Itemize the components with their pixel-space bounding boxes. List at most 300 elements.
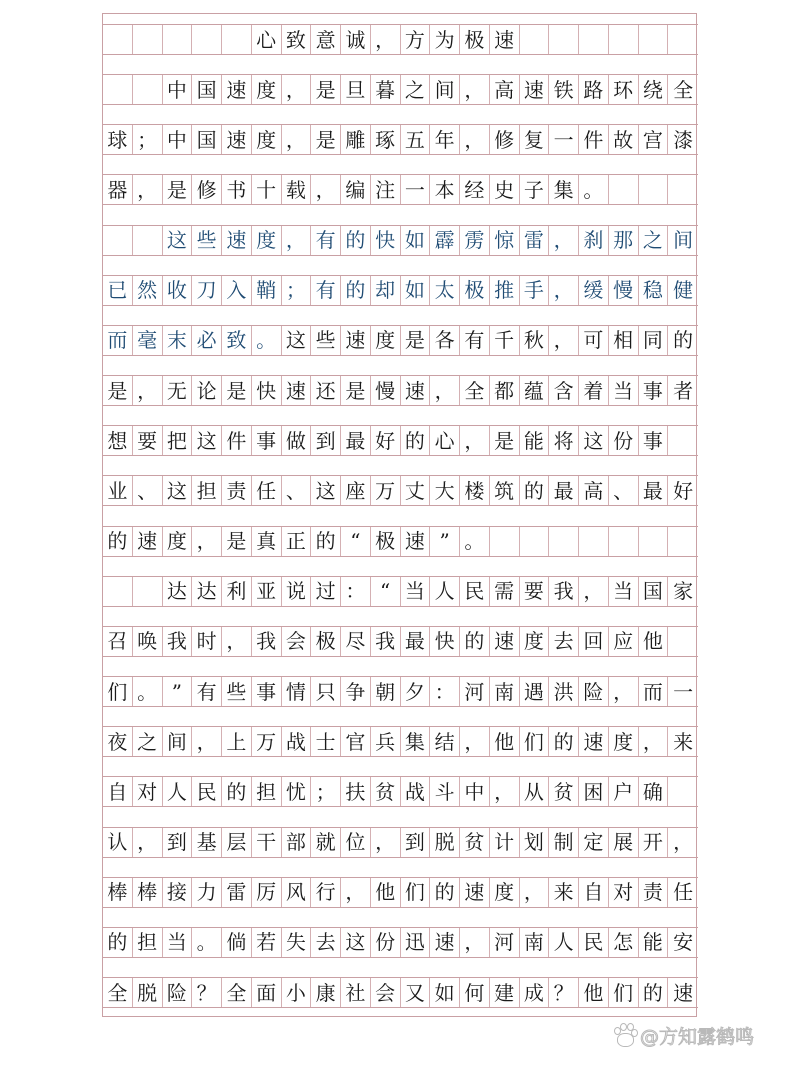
grid-cell-char: ，	[133, 828, 163, 857]
grid-cell-char: ，	[371, 828, 401, 857]
grid-cell-char: 十	[252, 175, 282, 204]
grid-cell-char: 官	[341, 727, 371, 756]
grid-cell-char: 份	[371, 928, 401, 957]
grid-cell-char: 速	[430, 928, 460, 957]
grid-cell-char: ？	[192, 978, 222, 1007]
grid-cell-char: 只	[311, 677, 341, 706]
grid-cell-char: 书	[222, 175, 252, 204]
grid-cell-char: 尽	[341, 627, 371, 656]
grid-cell-char: 士	[311, 727, 341, 756]
grid-cell-char: 建	[490, 978, 520, 1007]
grid-cell-char: 能	[639, 928, 669, 957]
grid-cell-char: 速	[222, 125, 252, 154]
grid-cell-char: 心	[430, 426, 460, 455]
grid-cell-char: 斗	[430, 777, 460, 806]
grid-cell-char: ，	[192, 727, 222, 756]
grid-cell-char: 间	[430, 75, 460, 104]
grid-cell-empty	[133, 25, 163, 54]
grid-cell-char: 风	[282, 878, 312, 907]
grid-cell-char: ，	[460, 75, 490, 104]
grid-cell-empty	[668, 777, 698, 806]
grid-cell-char: 铁	[549, 75, 579, 104]
grid-cell-empty	[668, 175, 698, 204]
grid-cell-char: ，	[133, 175, 163, 204]
grid-cell-char: 们	[609, 978, 639, 1007]
grid-cell-char: 人	[549, 928, 579, 957]
grid-cell-char: 者	[673, 378, 694, 403]
grid-cell-char: 说	[282, 577, 312, 606]
grid-cell-char: 需	[490, 577, 520, 606]
grid-cell-char: 这	[311, 476, 341, 505]
text-row	[103, 425, 698, 456]
grid-cell-char: 万	[252, 727, 282, 756]
grid-cell-char: 有	[192, 677, 222, 706]
grid-cell-empty	[520, 527, 550, 556]
grid-cell-char: 推	[490, 276, 520, 305]
grid-cell-empty	[133, 577, 163, 606]
grid-cell-char: 的	[673, 328, 694, 353]
grid-cell-char: 速	[460, 878, 490, 907]
grid-cell-char: 年	[430, 125, 460, 154]
grid-cell-char: ，	[460, 928, 490, 957]
grid-cell-char: 。	[460, 527, 490, 556]
grid-cell-empty	[549, 25, 579, 54]
grid-cell-char: 经	[460, 175, 490, 204]
grid-cell-char: 为	[430, 25, 460, 54]
grid-cell-char: 楼	[460, 476, 490, 505]
grid-cell-char: 。	[192, 928, 222, 957]
grid-cell-empty	[103, 577, 133, 606]
grid-cell-char: 担	[133, 928, 163, 957]
grid-cell-char: 注	[371, 175, 401, 204]
grid-cell-char: 户	[609, 777, 639, 806]
grid-cell-char: 极	[460, 25, 490, 54]
grid-cell-char: 国	[192, 125, 222, 154]
grid-cell-empty	[668, 426, 698, 455]
grid-cell-char: ；	[311, 777, 341, 806]
grid-cell-char: 他	[490, 727, 520, 756]
grid-cell-char: 速	[579, 727, 609, 756]
grid-cell-char: 倘	[222, 928, 252, 957]
grid-cell-char: 民	[192, 777, 222, 806]
grid-cell-empty	[549, 527, 579, 556]
grid-cell-char: 的	[222, 777, 252, 806]
grid-cell-char: 、	[609, 476, 639, 505]
grid-cell-char: ，	[430, 376, 460, 405]
grid-cell-empty	[639, 25, 669, 54]
grid-cell-char: 国	[639, 577, 669, 606]
text-row	[103, 526, 698, 557]
grid-cell-char: 心	[252, 25, 282, 54]
grid-cell-char: 集	[401, 727, 431, 756]
grid-cell-char: 我	[163, 627, 193, 656]
grid-cell-char: 一	[549, 125, 579, 154]
grid-cell-char: 有	[311, 276, 341, 305]
grid-cell-char: 最	[401, 627, 431, 656]
grid-cell-char: ，	[490, 777, 520, 806]
grid-cell-char: 民	[460, 577, 490, 606]
grid-cell-char: ，	[460, 125, 490, 154]
text-row	[103, 676, 698, 707]
grid-cell-char: 险	[163, 978, 193, 1007]
grid-cell-char: 去	[549, 627, 579, 656]
grid-cell-char: 慢	[609, 276, 639, 305]
grid-cell-char: 史	[490, 175, 520, 204]
grid-cell-char: 事	[252, 677, 282, 706]
text-row	[103, 977, 698, 1008]
grid-cell-char: 做	[282, 426, 312, 455]
grid-cell-char: 责	[639, 878, 669, 907]
grid-cell-char: 行	[311, 878, 341, 907]
grid-cell-char: 脱	[133, 978, 163, 1007]
grid-cell-empty	[668, 25, 698, 54]
grid-cell-char: 是	[401, 326, 431, 355]
grid-cell-char: 情	[282, 677, 312, 706]
grid-cell-char: 们	[103, 677, 133, 706]
grid-cell-char: 朝	[371, 677, 401, 706]
grid-cell-char: 去	[311, 928, 341, 957]
grid-cell-char: 各	[430, 326, 460, 355]
grid-cell-char: 任	[673, 880, 694, 905]
grid-cell-char: ；	[282, 276, 312, 305]
grid-cell-char: 速	[520, 75, 550, 104]
grid-cell-char: 。	[579, 175, 609, 204]
grid-cell-char: 脱	[430, 828, 460, 857]
grid-cell-char: 是	[311, 75, 341, 104]
grid-cell-char: 速	[401, 376, 431, 405]
grid-cell-char: 达	[192, 577, 222, 606]
grid-cell-char: 件	[222, 426, 252, 455]
grid-cell-char: 雕	[341, 125, 371, 154]
grid-cell-char: 亚	[252, 577, 282, 606]
grid-cell-char: 要	[133, 426, 163, 455]
grid-cell-char: 部	[282, 828, 312, 857]
grid-cell-char: 已	[103, 276, 133, 305]
grid-cell-char: 担	[252, 777, 282, 806]
grid-cell-char: 他	[371, 878, 401, 907]
grid-cell-char: ”	[430, 527, 460, 556]
grid-cell-char: 事	[639, 376, 669, 405]
grid-cell-char: 最	[549, 476, 579, 505]
grid-cell-char: 位	[341, 828, 371, 857]
text-row	[103, 626, 698, 657]
grid-cell-char: 干	[252, 828, 282, 857]
grid-cell-char: 收	[163, 276, 193, 305]
grid-cell-char: 遇	[520, 677, 550, 706]
title-row	[103, 24, 698, 55]
grid-cell-char: 件	[579, 125, 609, 154]
grid-cell-char: 度	[252, 226, 282, 255]
grid-cell-char: 从	[520, 777, 550, 806]
grid-cell-char: 而	[103, 326, 133, 355]
text-row	[103, 124, 698, 155]
grid-cell-char: 小	[282, 978, 312, 1007]
grid-cell-char: 一	[401, 175, 431, 204]
grid-cell-char: 对	[609, 878, 639, 907]
grid-cell-char: 当	[609, 577, 639, 606]
text-row	[103, 576, 698, 607]
grid-cell-char: 这	[282, 326, 312, 355]
grid-cell-char: 这	[163, 476, 193, 505]
grid-cell-char: 极	[371, 527, 401, 556]
text-row	[103, 927, 698, 958]
grid-cell-char: 中	[163, 125, 193, 154]
grid-cell-char: 国	[192, 75, 222, 104]
grid-cell-char: 速	[133, 527, 163, 556]
grid-cell-char: 速	[490, 627, 520, 656]
grid-cell-char: 、	[282, 476, 312, 505]
grid-cell-char: 迅	[401, 928, 431, 957]
grid-cell-char: 含	[549, 376, 579, 405]
grid-cell-char: ：	[430, 677, 460, 706]
grid-cell-char: 想	[103, 426, 133, 455]
grid-cell-char: 。	[133, 677, 163, 706]
grid-cell-empty	[490, 527, 520, 556]
grid-cell-char: 河	[460, 677, 490, 706]
grid-cell-empty	[103, 25, 133, 54]
grid-cell-char: 担	[192, 476, 222, 505]
text-row	[103, 827, 698, 858]
grid-cell-char: 高	[579, 476, 609, 505]
grid-cell-char: 扶	[341, 777, 371, 806]
grid-cell-char: 的	[311, 527, 341, 556]
grid-cell-char: 好	[371, 426, 401, 455]
grid-cell-char: 致	[282, 25, 312, 54]
grid-cell-char: 相	[609, 326, 639, 355]
grid-cell-empty	[579, 527, 609, 556]
grid-cell-char: 度	[163, 527, 193, 556]
grid-cell-char: 接	[163, 878, 193, 907]
grid-cell-char: 最	[639, 476, 669, 505]
grid-cell-char: 手	[520, 276, 550, 305]
grid-cell-char: ，	[549, 326, 579, 355]
grid-cell-char: 之	[401, 75, 431, 104]
grid-cell-empty	[609, 175, 639, 204]
grid-cell-char: 基	[192, 828, 222, 857]
grid-cell-char: 将	[549, 426, 579, 455]
grid-cell-empty	[133, 75, 163, 104]
grid-cell-char: 失	[282, 928, 312, 957]
grid-cell-char: 自	[579, 878, 609, 907]
grid-cell-char: 全	[673, 77, 694, 102]
grid-cell-char: 贫	[371, 777, 401, 806]
grid-cell-char: 最	[341, 426, 371, 455]
grid-cell-char: 全	[460, 376, 490, 405]
grid-cell-char: ，	[282, 75, 312, 104]
grid-cell-char: 回	[579, 627, 609, 656]
grid-cell-char: 人	[163, 777, 193, 806]
grid-cell-char: 召	[103, 627, 133, 656]
grid-cell-char: 高	[490, 75, 520, 104]
grid-cell-char: 棒	[133, 878, 163, 907]
grid-cell-char: 还	[311, 376, 341, 405]
grid-cell-char: 贫	[460, 828, 490, 857]
grid-cell-char: 速	[401, 527, 431, 556]
grid-cell-char: 刹	[579, 226, 609, 255]
grid-cell-char: 当	[401, 577, 431, 606]
grid-cell-char: 器	[103, 175, 133, 204]
grid-cell-char: ：	[341, 577, 371, 606]
grid-cell-char: 面	[252, 978, 282, 1007]
text-row	[103, 225, 698, 256]
text-row	[103, 74, 698, 105]
grid-cell-char: 把	[163, 426, 193, 455]
grid-cell-char: 如	[401, 276, 431, 305]
grid-cell-char: 争	[341, 677, 371, 706]
grid-cell-char: 自	[103, 777, 133, 806]
grid-cell-char: 雳	[460, 226, 490, 255]
watermark-text: @方知露鹤鸣	[640, 1025, 755, 1048]
grid-cell-char: 缓	[579, 276, 609, 305]
grid-cell-char: 环	[609, 75, 639, 104]
grid-cell-char: 就	[311, 828, 341, 857]
grid-cell-char: ，	[133, 376, 163, 405]
grid-cell-char: 厉	[252, 878, 282, 907]
grid-cell-char: 有	[311, 226, 341, 255]
grid-cell-char: 忧	[282, 777, 312, 806]
grid-cell-char: 的	[103, 928, 133, 957]
grid-cell-char: 修	[192, 175, 222, 204]
grid-cell-char: 之	[133, 727, 163, 756]
grid-cell-char: 速	[341, 326, 371, 355]
grid-cell-char: 着	[579, 376, 609, 405]
grid-cell-char: 琢	[371, 125, 401, 154]
grid-cell-char: 河	[490, 928, 520, 957]
grid-cell-char: 到	[401, 828, 431, 857]
grid-cell-char: 唤	[133, 627, 163, 656]
grid-cell-char: 故	[609, 125, 639, 154]
grid-cell-char: 修	[490, 125, 520, 154]
grid-cell-char: 度	[252, 125, 282, 154]
grid-cell-char: 的	[549, 727, 579, 756]
grid-cell-char: 这	[163, 226, 193, 255]
grid-cell-char: 定	[579, 828, 609, 857]
grid-cell-char: 的	[639, 978, 669, 1007]
grid-cell-char: 真	[252, 527, 282, 556]
grid-cell-char: 速	[222, 75, 252, 104]
grid-cell-char: 当	[609, 376, 639, 405]
grid-cell-char: 这	[192, 426, 222, 455]
grid-cell-char: 复	[520, 125, 550, 154]
grid-cell-char: 棒	[103, 878, 133, 907]
grid-cell-char: 千	[490, 326, 520, 355]
grid-cell-empty	[639, 175, 669, 204]
grid-cell-char: 同	[639, 326, 669, 355]
grid-cell-char: ，	[371, 25, 401, 54]
grid-cell-char: 上	[222, 727, 252, 756]
grid-cell-char: 好	[673, 478, 694, 503]
grid-cell-char: 旦	[341, 75, 371, 104]
grid-cell-empty	[668, 627, 698, 656]
grid-cell-char: 社	[341, 978, 371, 1007]
grid-cell-char: ，	[192, 527, 222, 556]
grid-cell-char: 全	[103, 978, 133, 1007]
grid-cell-char: 过	[311, 577, 341, 606]
grid-cell-char: 快	[371, 226, 401, 255]
grid-cell-empty	[609, 25, 639, 54]
grid-cell-char: ，	[639, 727, 669, 756]
grid-cell-char: 划	[520, 828, 550, 857]
grid-cell-empty	[163, 25, 193, 54]
grid-cell-char: 那	[609, 226, 639, 255]
grid-cell-char: 而	[639, 677, 669, 706]
grid-cell-empty	[609, 527, 639, 556]
grid-cell-char: 战	[401, 777, 431, 806]
grid-cell-char: 他	[639, 627, 669, 656]
grid-cell-char: 怎	[609, 928, 639, 957]
grid-cell-char: 载	[282, 175, 312, 204]
grid-cell-char: 健	[673, 278, 694, 303]
grid-cell-char: 、	[133, 476, 163, 505]
grid-cell-char: 确	[639, 777, 669, 806]
grid-cell-char: 到	[163, 828, 193, 857]
grid-cell-char: ，	[609, 677, 639, 706]
grid-cell-char: 路	[579, 75, 609, 104]
grid-cell-char: 速	[673, 980, 694, 1005]
grid-cell-char: 宫	[639, 125, 669, 154]
grid-cell-char: 责	[222, 476, 252, 505]
grid-cell-char: 洪	[549, 677, 579, 706]
grid-cell-char: 秋	[520, 326, 550, 355]
grid-cell-char: 些	[192, 226, 222, 255]
grid-cell-char: 们	[401, 878, 431, 907]
baidu-paw-icon	[612, 1023, 636, 1047]
grid-cell-char: 末	[163, 326, 193, 355]
grid-cell-char: 万	[371, 476, 401, 505]
grid-cell-char: 这	[579, 426, 609, 455]
grid-cell-char: “	[371, 577, 401, 606]
grid-cell-char: 之	[639, 226, 669, 255]
grid-cell-char: 份	[609, 426, 639, 455]
grid-cell-char: 然	[133, 276, 163, 305]
grid-cell-char: 太	[430, 276, 460, 305]
grid-cell-char: 我	[549, 577, 579, 606]
text-row	[103, 726, 698, 757]
grid-cell-char: 致	[222, 326, 252, 355]
grid-cell-char: 诚	[341, 25, 371, 54]
grid-cell-empty	[520, 25, 550, 54]
grid-cell-char: 事	[252, 426, 282, 455]
grid-cell-char: 任	[252, 476, 282, 505]
grid-cell-char: ，	[282, 226, 312, 255]
grid-cell-char: 座	[341, 476, 371, 505]
grid-cell-char: 惊	[490, 226, 520, 255]
grid-cell-char: 康	[311, 978, 341, 1007]
grid-cell-char: 是	[341, 376, 371, 405]
text-row	[103, 275, 698, 306]
grid-cell-char: 当	[163, 928, 193, 957]
grid-cell-char: 些	[311, 326, 341, 355]
grid-cell-char: 兵	[371, 727, 401, 756]
grid-cell-char: ，	[341, 878, 371, 907]
grid-cell-char: 稳	[639, 276, 669, 305]
grid-cell-char: 是	[222, 376, 252, 405]
grid-cell-char: 层	[222, 828, 252, 857]
text-row	[103, 375, 698, 406]
text-row	[103, 475, 698, 506]
grid-cell-empty	[192, 25, 222, 54]
grid-cell-char: 安	[673, 930, 694, 955]
grid-cell-char: 间	[673, 228, 694, 253]
grid-cell-empty	[222, 25, 252, 54]
grid-cell-char: 都	[490, 376, 520, 405]
grid-cell-char: 如	[401, 226, 431, 255]
grid-cell-char: 度	[520, 627, 550, 656]
grid-cell-char: 暮	[371, 75, 401, 104]
grid-cell-char: 我	[371, 627, 401, 656]
grid-cell-char: ，	[520, 878, 550, 907]
text-row	[103, 776, 698, 807]
